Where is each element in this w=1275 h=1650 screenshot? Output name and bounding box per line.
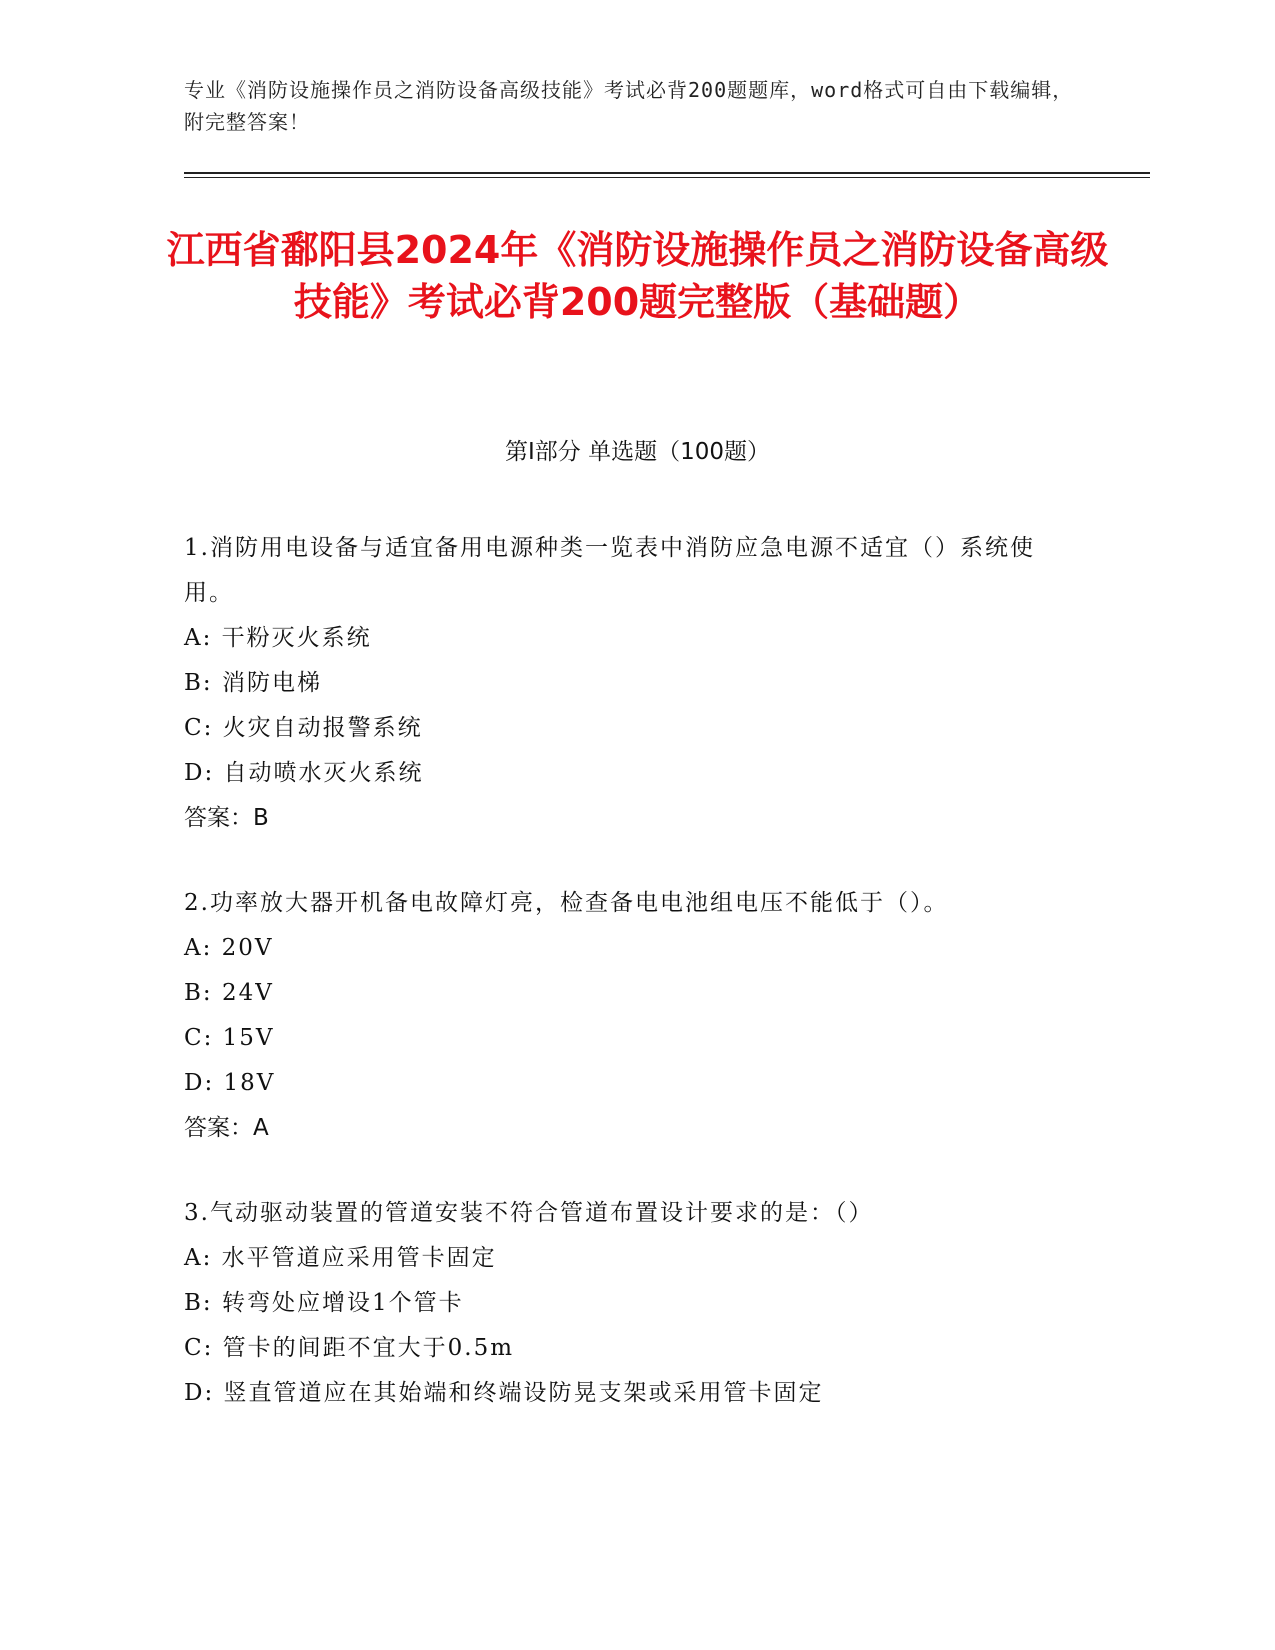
option-d: D: 18V xyxy=(184,1070,276,1096)
option-b: B: 转弯处应增设1个管卡 xyxy=(184,1290,464,1316)
option-a: A: 20V xyxy=(184,935,274,961)
answer: 答案：A xyxy=(184,1115,269,1141)
question-1 xyxy=(184,526,1084,841)
option-d: D: 竖直管道应在其始端和终端设防晃支架或采用管卡固定 xyxy=(184,1380,824,1406)
option-a: A: 干粉灭火系统 xyxy=(184,625,372,651)
question-stem: 2.功率放大器开机备电故障灯亮，检查备电电池组电压不能低于（）。 xyxy=(184,890,949,916)
header-note: 专业《消防设施操作员之消防设备高级技能》考试必背200题题库，word格式可自由下载编辑，附完整答案！ xyxy=(184,78,1074,134)
option-d: D: 自动喷水灭火系统 xyxy=(184,760,424,786)
answer: 答案：B xyxy=(184,805,269,831)
question-3 xyxy=(184,1191,1084,1416)
question-list xyxy=(184,526,1084,1456)
option-a: A: 水平管道应采用管卡固定 xyxy=(184,1245,497,1271)
header-divider-thin xyxy=(184,177,1150,178)
option-c: C: 15V xyxy=(184,1025,275,1051)
header-divider xyxy=(184,172,1150,174)
section-title: 第I部分 单选题（100题） xyxy=(505,439,770,465)
document-title: 江西省鄱阳县2024年《消防设施操作员之消防设备高级技能》考试必背200题完整版（基础题） xyxy=(166,228,1109,324)
question-stem: 3.气动驱动装置的管道安装不符合管道布置设计要求的是：（） xyxy=(184,1200,874,1226)
option-c: C: 火灾自动报警系统 xyxy=(184,715,423,741)
option-b: B: 消防电梯 xyxy=(184,670,322,696)
option-c: C: 管卡的间距不宜大于0.5m xyxy=(184,1335,515,1361)
question-stem: 1.消防用电设备与适宜备用电源种类一览表中消防应急电源不适宜（）系统使用。 xyxy=(184,535,1035,606)
option-b: B: 24V xyxy=(184,980,274,1006)
question-2 xyxy=(184,881,1084,1151)
